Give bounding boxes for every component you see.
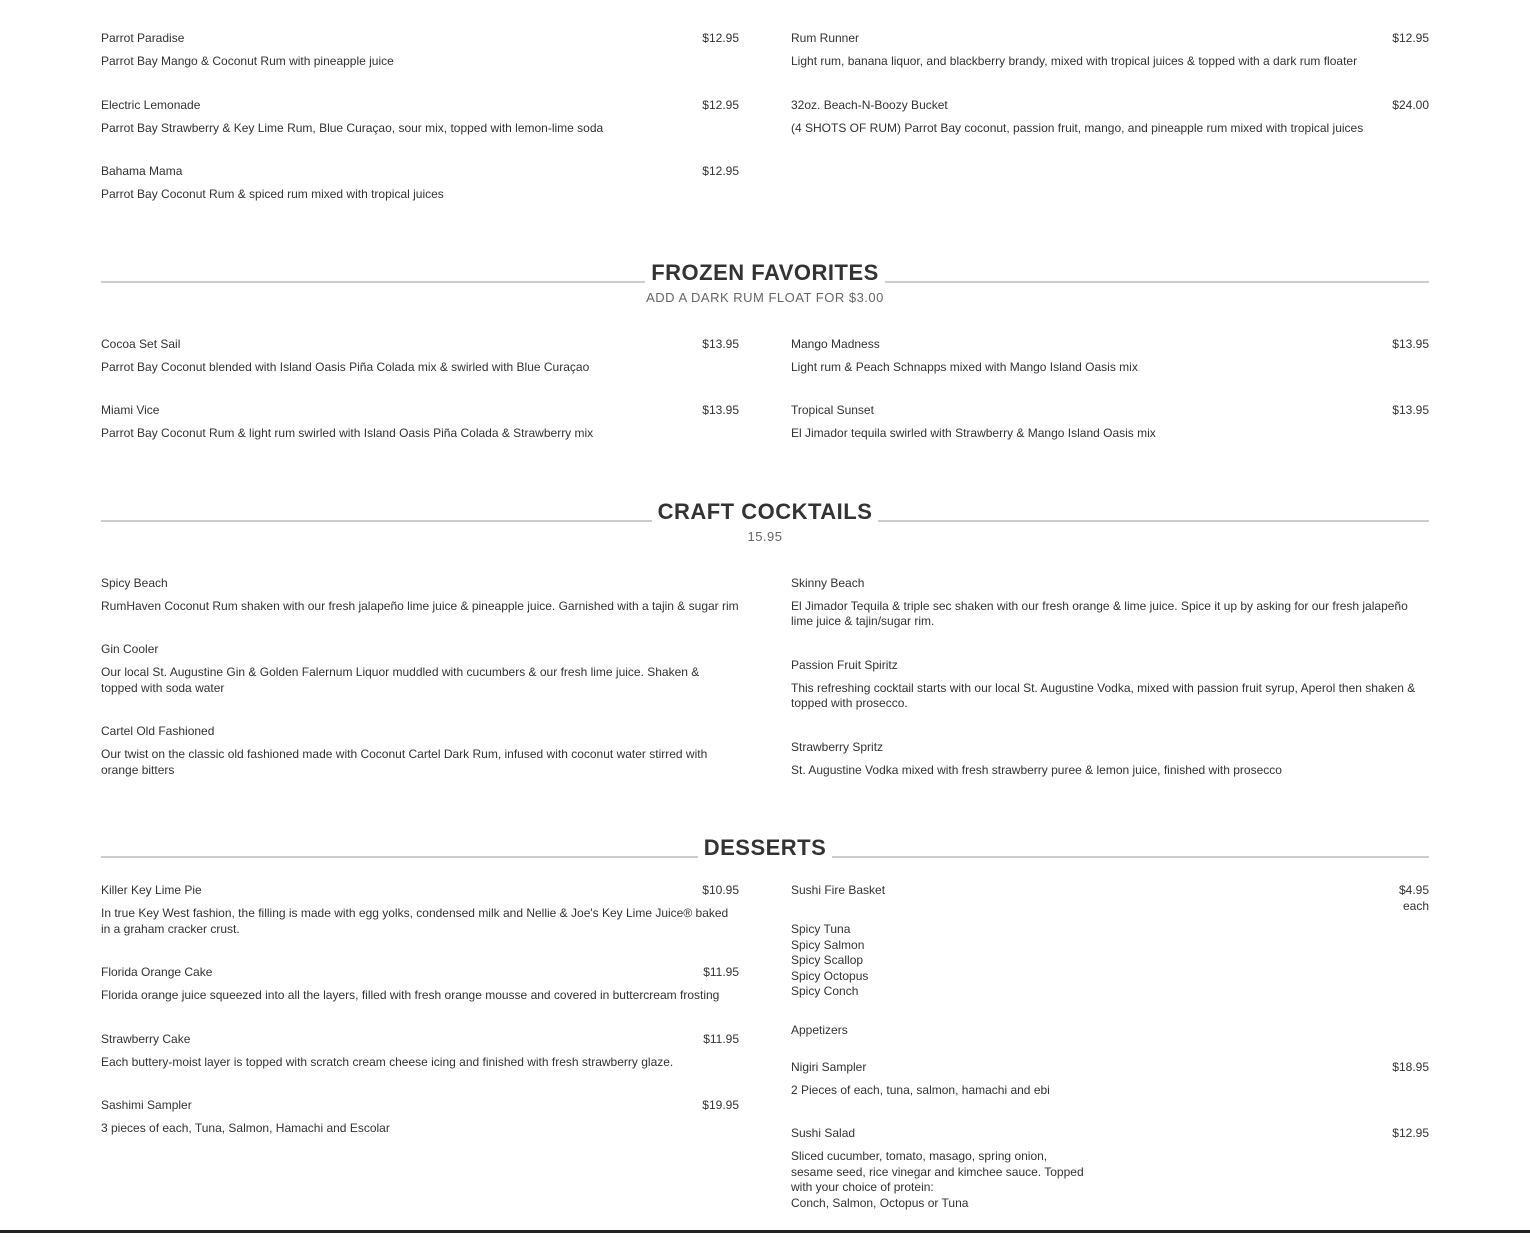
menu-item (101, 1097, 739, 1137)
item-name: Killer Key Lime Pie (101, 883, 202, 897)
menu-item (101, 30, 739, 70)
item-name: Strawberry Spritz (791, 739, 884, 754)
menu-item (101, 964, 739, 1004)
item-description: El Jimador tequila swirled with Strawberry & Mango Island Oasis mix (791, 426, 1156, 440)
item-name: Sushi Fire Basket (791, 883, 886, 897)
craft-left-column (101, 575, 739, 806)
item-price: $24.00 (1392, 97, 1429, 112)
menu-item (791, 402, 1429, 442)
item-name: Gin Cooler (101, 642, 159, 656)
section-header (101, 835, 1429, 861)
frozen-favorites-section (101, 260, 1429, 469)
menu-item (101, 641, 739, 696)
item-name: Mango Madness (791, 336, 880, 351)
section-header (101, 499, 1429, 525)
frozen-columns (101, 336, 1429, 469)
item-name: Tropical Sunset (791, 403, 874, 417)
menu-item (791, 30, 1429, 70)
menu-item (101, 882, 739, 937)
craft-right-column (791, 575, 1429, 806)
item-price: $13.95 (1392, 403, 1429, 417)
item-name: Parrot Paradise (101, 31, 185, 45)
item-price-block (1399, 882, 1429, 914)
section-subtitle: ADD A DARK RUM FLOAT FOR $3.00 (646, 289, 884, 305)
menu-item (101, 163, 739, 203)
item-description: Each buttery-moist layer is topped with scratch cream cheese icing and finished with fresh strawberry glaze. (101, 1054, 674, 1069)
item-name: Passion Fruit Spiritz (791, 657, 898, 672)
item-price: $12.95 (702, 31, 739, 45)
list-item: Spicy Salmon (791, 937, 865, 952)
item-description: Florida orange juice squeezed into all the layers, filled with fresh orange mousse and covered in buttercream frosting (101, 988, 720, 1002)
frozen-right-column (791, 336, 1429, 469)
appetizers-label-row (791, 1022, 1429, 1038)
item-description: In true Key West fashion, the filling is made with egg yolks, condensed milk and Nellie & Joe's Key Lime Juice® baked in a graham cracker crust. (101, 906, 729, 936)
item-description: RumHaven Coconut Rum shaken with our fresh jalapeño lime juice & pineapple juice. Garnished with a tajin & sugar rim (101, 598, 739, 613)
item-price-unit: each (1402, 899, 1429, 913)
item-description: 2 Pieces of each, tuna, salmon, hamachi and ebi (791, 1082, 1050, 1097)
item-name: Miami Vice (101, 403, 160, 417)
item-price: $12.95 (1392, 1126, 1429, 1140)
menu-item (791, 882, 1429, 1000)
section-title: CRAFT COCKTAILS (652, 499, 879, 525)
item-description: Light rum, banana liquor, and blackberry brandy, mixed with tropical juices & topped with a dark rum floater (791, 54, 1358, 68)
menu-item (791, 657, 1429, 712)
item-description: Parrot Bay Mango & Coconut Rum with pineapple juice (101, 54, 394, 68)
item-name: Spicy Beach (101, 575, 168, 590)
appetizers-label: Appetizers (791, 1022, 848, 1037)
rum-drinks-section (101, 30, 1429, 230)
menu-item (791, 97, 1429, 137)
menu-item (101, 402, 739, 442)
item-name: Cocoa Set Sail (101, 336, 181, 351)
menu-item (101, 723, 739, 778)
desserts-left-column (101, 882, 739, 1238)
desserts-right-column (791, 882, 1429, 1238)
item-price: $12.95 (702, 97, 739, 112)
item-price: $19.95 (702, 1098, 739, 1112)
item-name: Skinny Beach (791, 575, 865, 590)
description-line: Sliced cucumber, tomato, masago, spring onion, (791, 1149, 1048, 1163)
item-name: Sushi Salad (791, 1126, 856, 1140)
rum-drinks-left-column (101, 30, 739, 230)
list-item: Spicy Conch (791, 984, 859, 998)
list-item: Spicy Octopus (791, 968, 869, 983)
frozen-left-column (101, 336, 739, 469)
item-name: 32oz. Beach-N-Boozy Bucket (791, 97, 948, 112)
menu-item (791, 575, 1429, 630)
menu-page (101, 0, 1429, 1238)
item-description: Our local St. Augustine Gin & Golden Falernum Liquor muddled with cucumbers & our fresh lime juice. Shaken & topped with soda water (101, 665, 700, 695)
item-price: $4.95 (1398, 883, 1429, 897)
rum-drinks-right-column (791, 30, 1429, 230)
item-description: 3 pieces of each, Tuna, Salmon, Hamachi and Escolar (101, 1121, 390, 1135)
list-item: Spicy Tuna (791, 922, 851, 936)
item-price: $13.95 (702, 403, 739, 417)
item-name: Florida Orange Cake (101, 965, 213, 979)
item-price: $13.95 (1392, 336, 1429, 351)
item-description: Our twist on the classic old fashioned made with Coconut Cartel Dark Rum, infused with coconut water stirred with orange bitters (101, 747, 708, 777)
item-price: $12.95 (1392, 31, 1429, 45)
list-item: Spicy Scallop (791, 953, 864, 967)
description-line: with your choice of protein: (791, 1180, 934, 1194)
menu-item (791, 336, 1429, 376)
item-description: Parrot Bay Coconut Rum & light rum swirled with Island Oasis Piña Colada & Strawberry mix (101, 426, 594, 440)
item-price: $11.95 (703, 1031, 739, 1046)
section-title: DESSERTS (698, 835, 833, 861)
item-description: Light rum & Peach Schnapps mixed with Mango Island Oasis mix (791, 359, 1138, 374)
item-name: Nigiri Sampler (791, 1059, 867, 1074)
item-price: $10.95 (702, 883, 739, 897)
menu-item (791, 1059, 1429, 1099)
item-description (791, 1149, 1429, 1211)
menu-item (791, 1125, 1429, 1211)
section-title: FROZEN FAVORITES (645, 260, 885, 286)
menu-item (101, 1031, 739, 1071)
item-price: $11.95 (703, 965, 739, 979)
section-subtitle: 15.95 (747, 528, 783, 544)
menu-item (101, 575, 739, 615)
item-price: $13.95 (702, 336, 739, 351)
item-name: Bahama Mama (101, 164, 183, 178)
item-price: $18.95 (1392, 1059, 1429, 1074)
item-description: St. Augustine Vodka mixed with fresh strawberry puree & lemon juice, finished with prosecco (791, 762, 1282, 777)
item-price: $12.95 (702, 164, 739, 178)
craft-cocktails-section (101, 499, 1429, 806)
item-name: Sashimi Sampler (101, 1098, 192, 1112)
item-name: Electric Lemonade (101, 97, 201, 112)
menu-item (791, 739, 1429, 779)
desserts-columns (101, 882, 1429, 1238)
description-line: Conch, Salmon, Octopus or Tuna (791, 1195, 969, 1210)
menu-item (101, 336, 739, 376)
item-description: This refreshing cocktail starts with our local St. Augustine Vodka, mixed with passion fruit syrup, Aperol then shaken & topped with prosecco. (791, 680, 1416, 710)
item-description: Parrot Bay Coconut Rum & spiced rum mixed with tropical juices (101, 187, 444, 201)
craft-columns (101, 575, 1429, 806)
basket-options-list (791, 922, 1429, 1000)
menu-item (101, 97, 739, 137)
item-description: Parrot Bay Coconut blended with Island Oasis Piña Colada mix & swirled with Blue Curaçao (101, 359, 590, 374)
description-line: sesame seed, rice vinegar and kimchee sauce. Topped (791, 1164, 1084, 1179)
item-name: Cartel Old Fashioned (101, 724, 215, 738)
item-name: Rum Runner (791, 31, 860, 45)
item-description: (4 SHOTS OF RUM) Parrot Bay coconut, passion fruit, mango, and pineapple rum mixed with tropical juices (791, 120, 1364, 135)
section-header (101, 260, 1429, 286)
desserts-section (101, 835, 1429, 1238)
item-description: El Jimador Tequila & triple sec shaken with our fresh orange & lime juice. Spice it up by asking for our fresh jalapeño lime juice & tajin/sugar rim. (791, 598, 1408, 628)
item-description: Parrot Bay Strawberry & Key Lime Rum, Blue Curaçao, sour mix, topped with lemon-lime soda (101, 120, 604, 135)
item-name: Strawberry Cake (101, 1031, 191, 1046)
